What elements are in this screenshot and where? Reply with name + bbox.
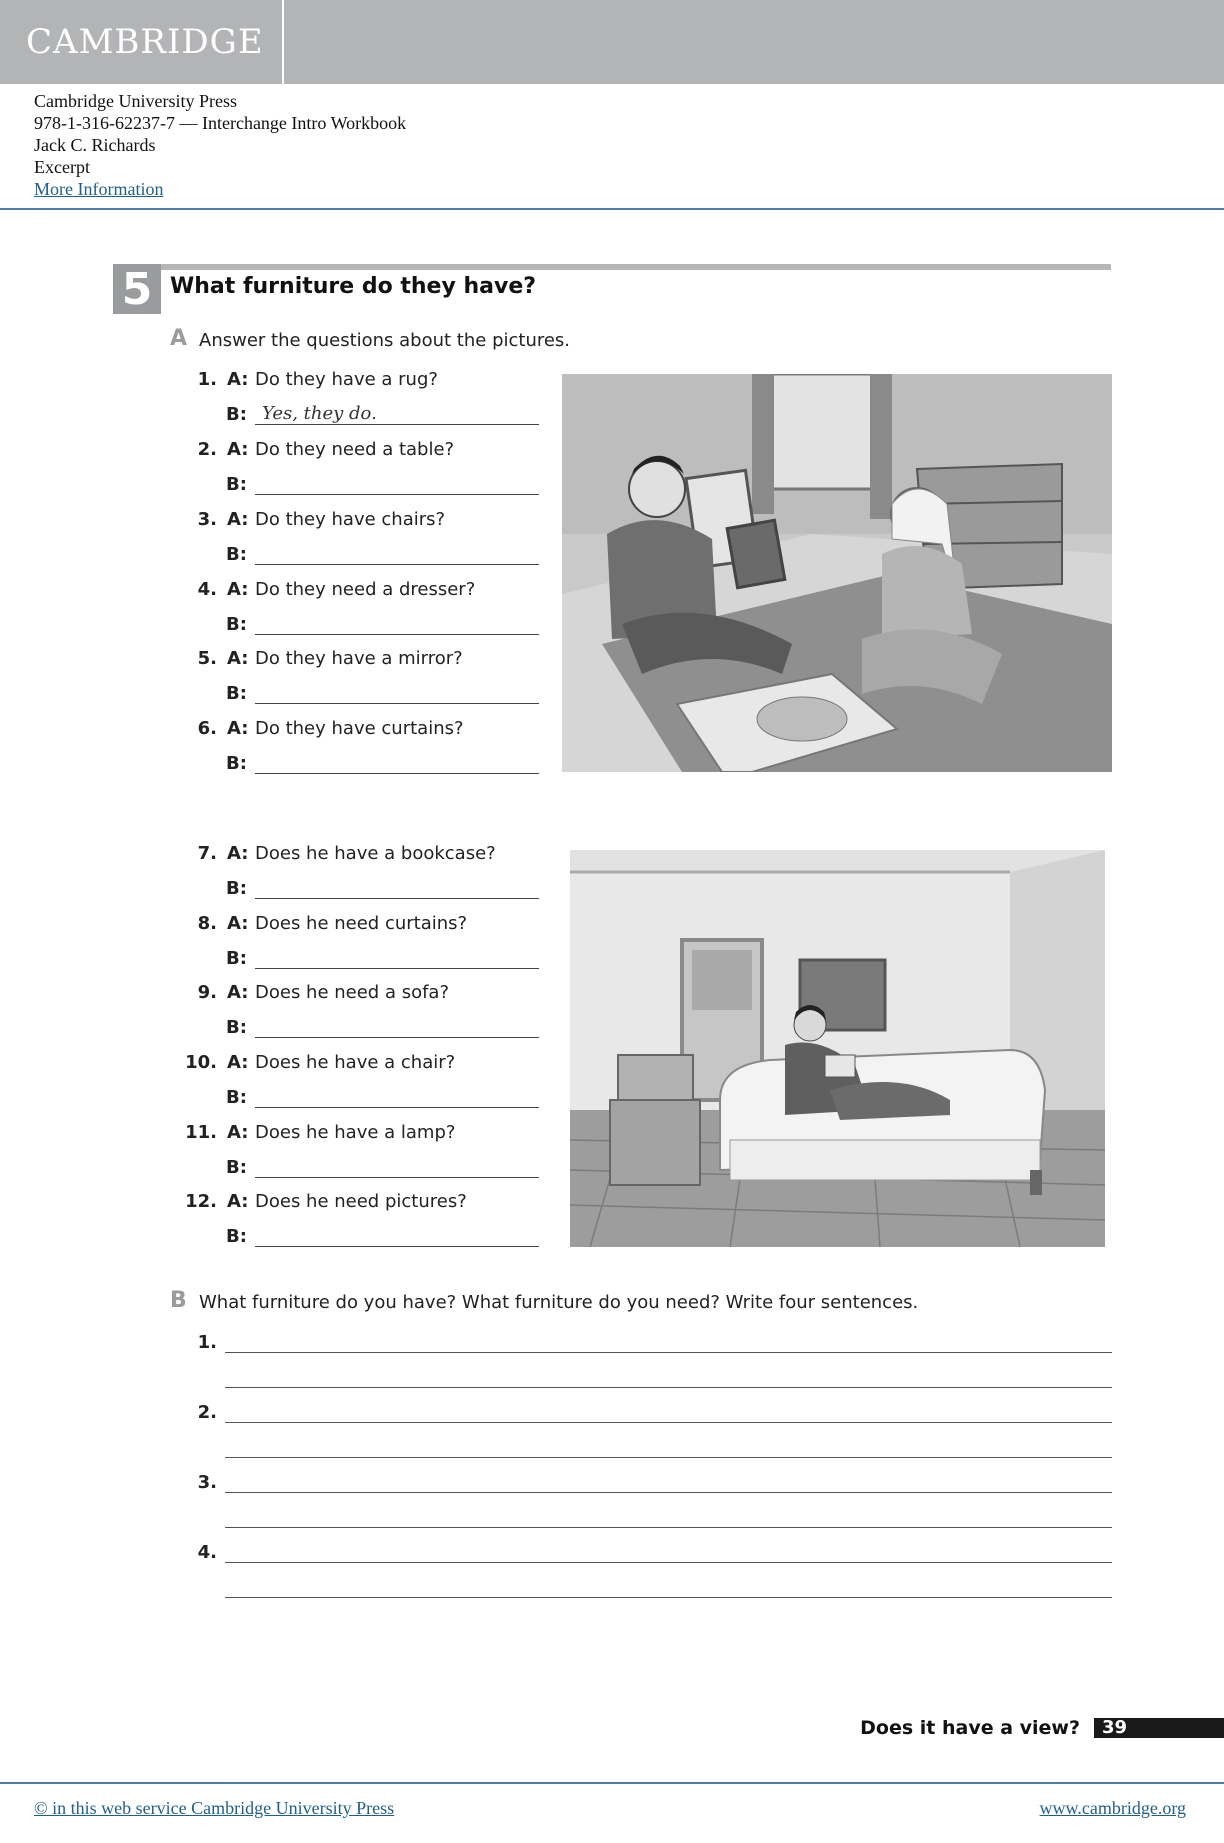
speaker-a-label: A:: [227, 1122, 249, 1143]
speaker-a-label: A:: [227, 913, 249, 934]
sentence-number: 1.: [197, 1332, 217, 1353]
question-text: Do they need a table?: [255, 439, 455, 460]
speaker-a-label: A:: [227, 579, 249, 600]
question-text: Does he need pictures?: [255, 1191, 467, 1212]
speaker-b-label: B:: [226, 1226, 247, 1247]
answer-line[interactable]: [255, 1037, 539, 1038]
answer-line[interactable]: [255, 424, 539, 425]
question-text: Does he have a chair?: [255, 1052, 456, 1073]
question-number: 7.: [197, 843, 217, 864]
more-information-link[interactable]: More Information: [34, 179, 164, 199]
speaker-b-label: B:: [226, 1017, 247, 1038]
question-text: Do they have chairs?: [255, 509, 446, 530]
part-a-instruction: Answer the questions about the pictures.: [199, 330, 571, 351]
answer-line[interactable]: [255, 1107, 539, 1108]
answer-line[interactable]: [255, 1177, 539, 1178]
answer-line[interactable]: [255, 564, 539, 565]
question-number: 5.: [197, 648, 217, 669]
website-link[interactable]: www.cambridge.org: [1039, 1798, 1186, 1818]
writing-line[interactable]: [225, 1527, 1112, 1528]
question-text: Does he have a lamp?: [255, 1122, 456, 1143]
writing-line[interactable]: [225, 1457, 1112, 1458]
answer-line[interactable]: [255, 898, 539, 899]
part-b-instruction: What furniture do you have? What furniture do you need? Write four sentences.: [199, 1292, 919, 1313]
speaker-b-label: B:: [226, 753, 247, 774]
footer-rule: [0, 1782, 1224, 1784]
part-b-letter: B: [170, 1288, 187, 1313]
answer-line[interactable]: [255, 968, 539, 969]
question-number: 12.: [185, 1191, 217, 1212]
copyright-link[interactable]: © in this web service Cambridge University Press: [34, 1798, 395, 1818]
sentence-number: 2.: [197, 1402, 217, 1423]
header-rule: [0, 208, 1224, 210]
speaker-a-label: A:: [227, 439, 249, 460]
question-number: 1.: [197, 369, 217, 390]
question-number: 9.: [197, 982, 217, 1003]
excerpt-label: Excerpt: [34, 157, 90, 177]
answer-line[interactable]: [255, 1246, 539, 1247]
sentence-number: 3.: [197, 1472, 217, 1493]
speaker-b-label: B:: [226, 683, 247, 704]
author: Jack C. Richards: [34, 135, 156, 155]
question-number: 3.: [197, 509, 217, 530]
answer-line[interactable]: [255, 703, 539, 704]
speaker-a-label: A:: [227, 1191, 249, 1212]
question-text: Do they need a dresser?: [255, 579, 476, 600]
question-number: 11.: [185, 1122, 217, 1143]
speaker-a-label: A:: [227, 843, 249, 864]
speaker-a-label: A:: [227, 509, 249, 530]
answer-line[interactable]: [255, 634, 539, 635]
speaker-a-label: A:: [227, 1052, 249, 1073]
answer-line[interactable]: [255, 494, 539, 495]
writing-line[interactable]: [225, 1387, 1112, 1388]
speaker-a-label: A:: [227, 648, 249, 669]
question-text: Does he need a sofa?: [255, 982, 450, 1003]
speaker-b-label: B:: [226, 404, 247, 425]
header-divider: [282, 0, 284, 84]
section-number: 5: [113, 264, 161, 314]
writing-line[interactable]: [225, 1422, 1112, 1423]
speaker-b-label: B:: [226, 948, 247, 969]
question-text: Does he have a bookcase?: [255, 843, 496, 864]
question-number: 2.: [197, 439, 217, 460]
writing-line[interactable]: [225, 1492, 1112, 1493]
speaker-b-label: B:: [226, 1157, 247, 1178]
section-title: What furniture do they have?: [170, 274, 536, 299]
cambridge-logo: CAMBRIDGE: [26, 22, 264, 62]
page-number: 39: [1094, 1718, 1224, 1738]
speaker-a-label: A:: [227, 369, 249, 390]
question-text: Do they have curtains?: [255, 718, 464, 739]
sample-answer: Yes, they do.: [262, 403, 377, 424]
speaker-b-label: B:: [226, 474, 247, 495]
speaker-b-label: B:: [226, 1087, 247, 1108]
speaker-a-label: A:: [227, 718, 249, 739]
speaker-a-label: A:: [227, 982, 249, 1003]
writing-line[interactable]: [225, 1352, 1112, 1353]
writing-line[interactable]: [225, 1562, 1112, 1563]
section-rule: [161, 264, 1111, 270]
speaker-b-label: B:: [226, 544, 247, 565]
question-number: 4.: [197, 579, 217, 600]
man-on-sofa-illustration: [570, 850, 1105, 1247]
speaker-b-label: B:: [226, 614, 247, 635]
question-text: Do they have a mirror?: [255, 648, 463, 669]
publisher: Cambridge University Press: [34, 91, 237, 111]
unit-title: Does it have a view?: [860, 1717, 1080, 1739]
part-a-letter: A: [170, 326, 188, 351]
answer-line[interactable]: [255, 773, 539, 774]
writing-line[interactable]: [225, 1597, 1112, 1598]
question-number: 10.: [185, 1052, 217, 1073]
question-text: Does he need curtains?: [255, 913, 468, 934]
isbn-title: 978-1-316-62237-7 — Interchange Intro Workbook: [34, 113, 407, 133]
question-text: Do they have a rug?: [255, 369, 438, 390]
question-number: 6.: [197, 718, 217, 739]
couple-eating-pizza-illustration: [562, 374, 1112, 772]
speaker-b-label: B:: [226, 878, 247, 899]
question-number: 8.: [197, 913, 217, 934]
sentence-number: 4.: [197, 1542, 217, 1563]
